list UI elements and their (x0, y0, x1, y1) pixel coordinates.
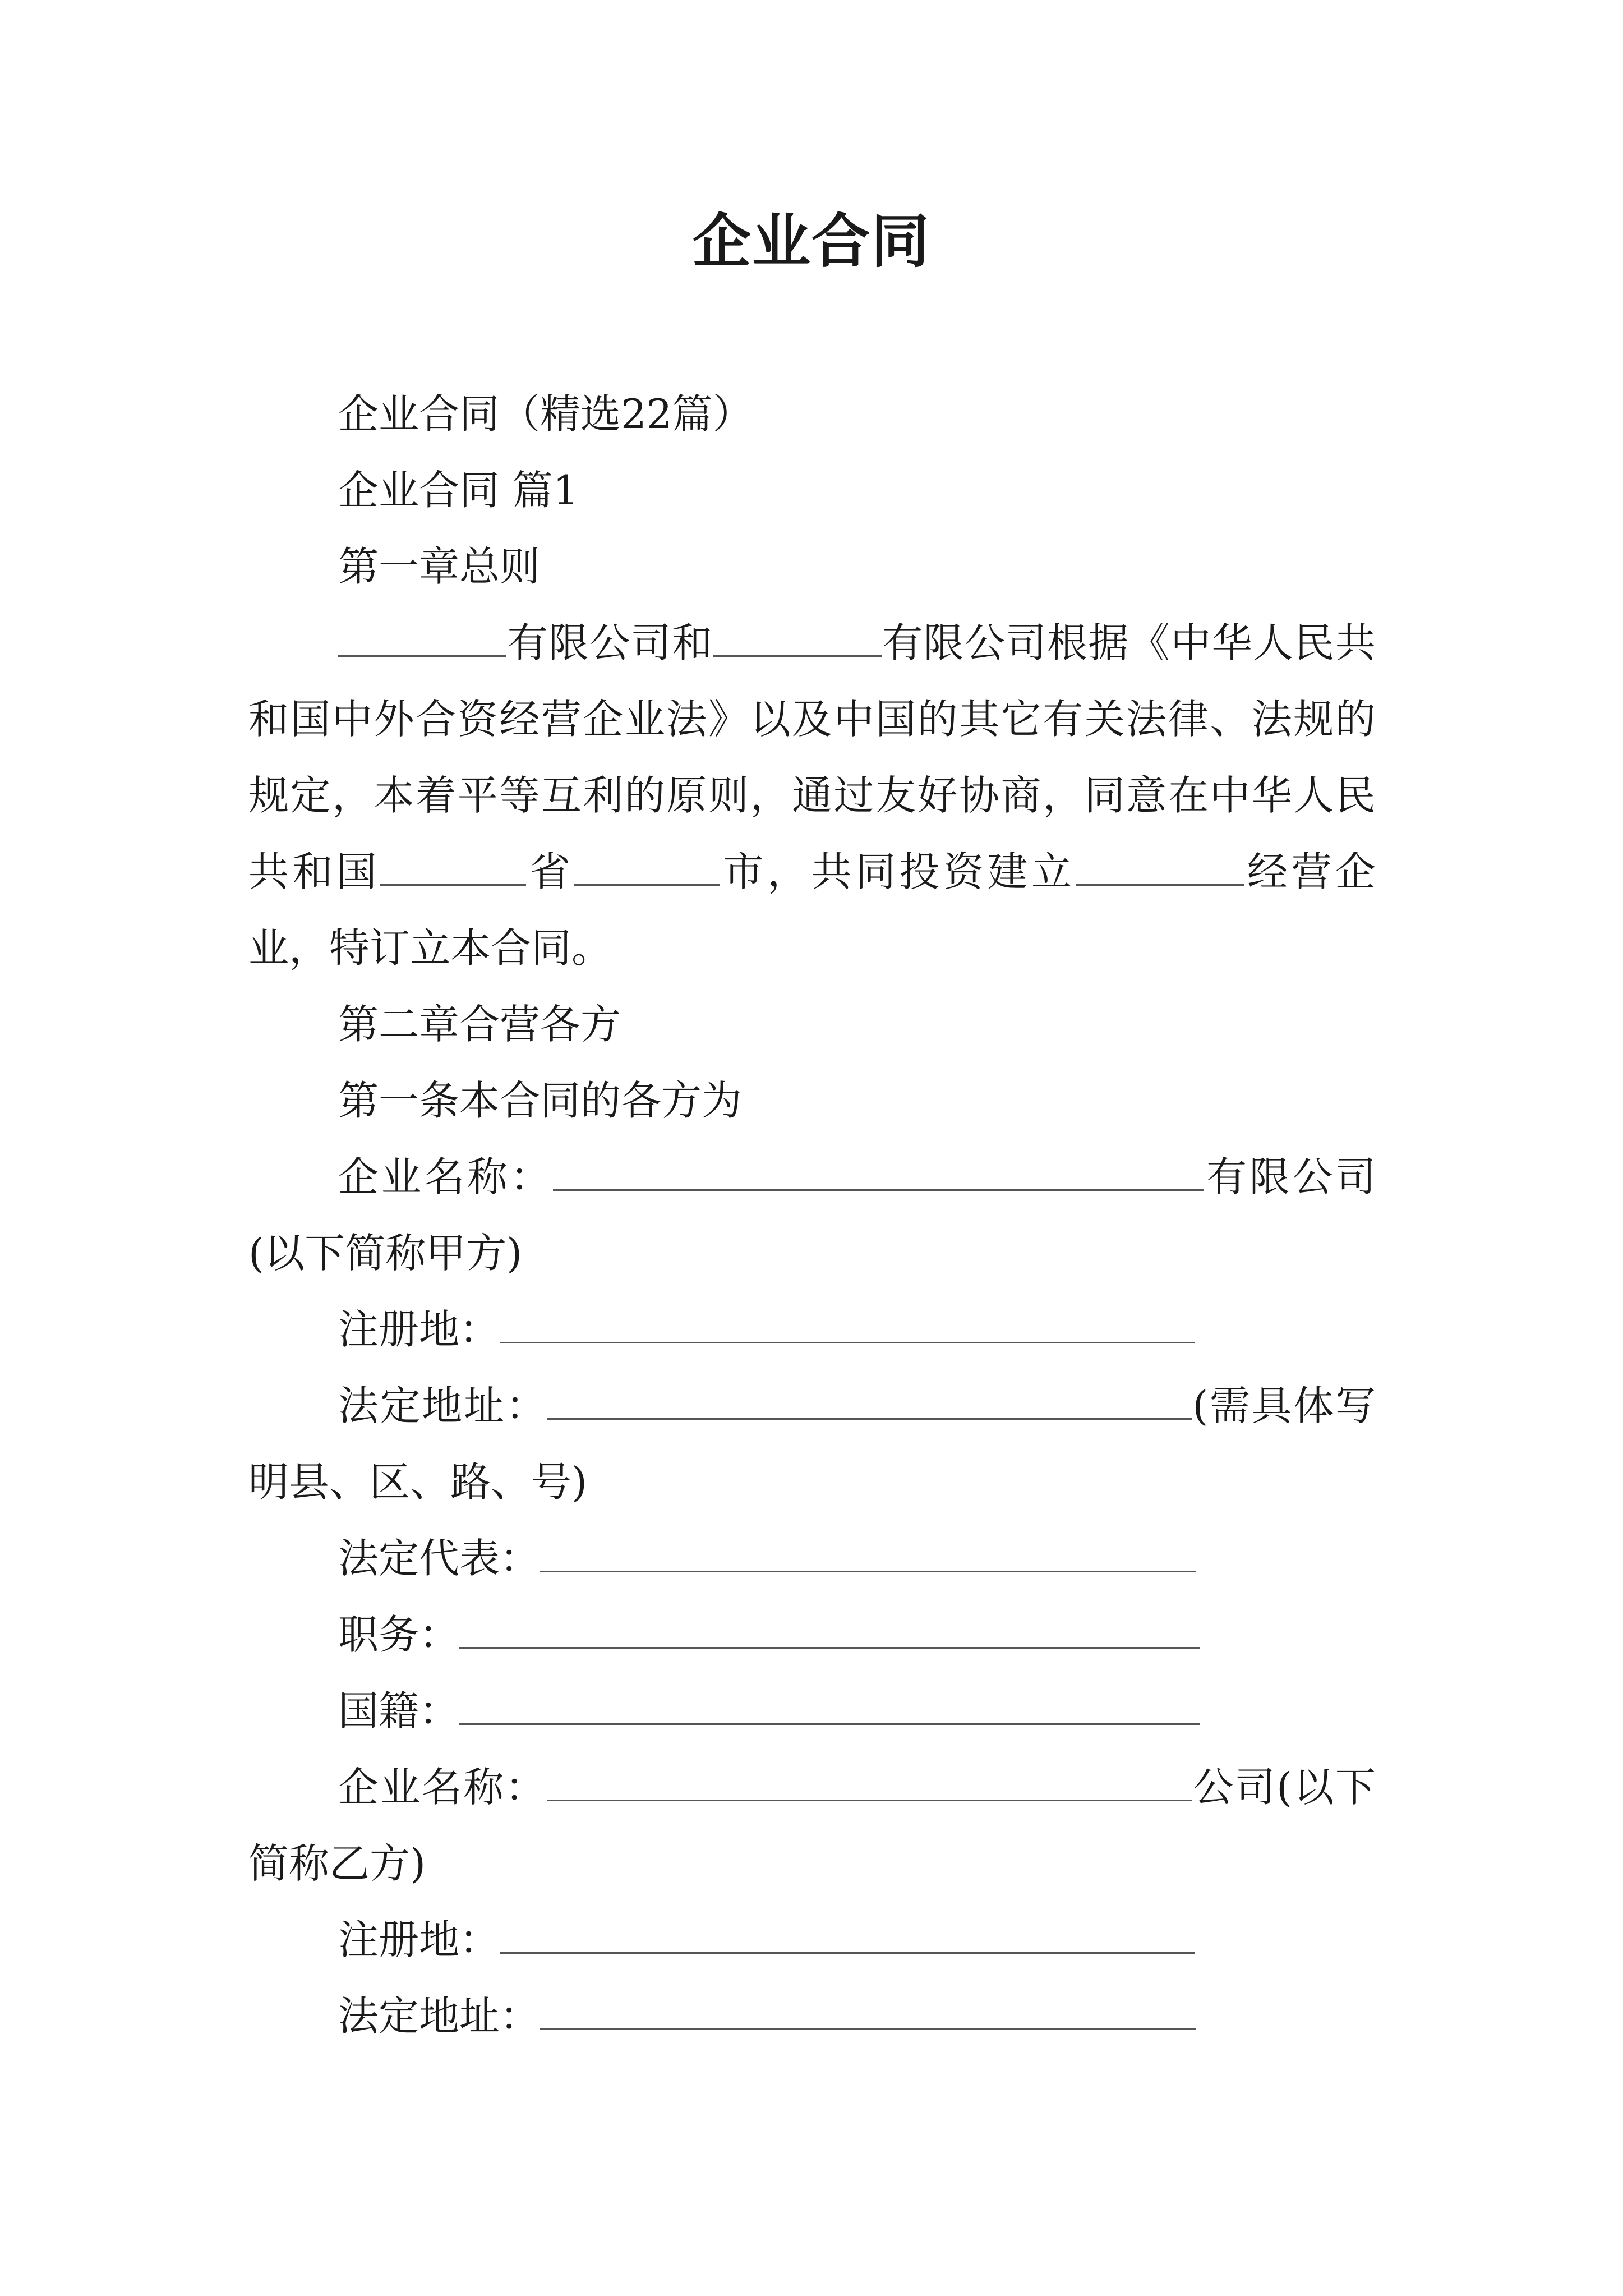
party-a-nationality-label: 国籍： (338, 1687, 460, 1734)
document-body (248, 376, 1376, 2054)
party-a-reg (248, 1291, 1376, 1368)
preamble-paragraph (248, 605, 1376, 986)
blank-city (574, 848, 720, 886)
chapter-2-heading: 第二章合营各方 (338, 1001, 621, 1048)
subtitle: 企业合同（精选22篇） (338, 390, 753, 438)
blank-party-b-address (540, 1993, 1196, 2030)
party-a-company-label: 企业名称： (338, 1153, 554, 1200)
blank-party-a-nationality (459, 1687, 1200, 1725)
party-a-rep-label: 法定代表： (338, 1535, 541, 1582)
blank-party-a-reg (500, 1306, 1195, 1343)
party-a-position (248, 1596, 1376, 1673)
party-b-company-suffix: 公司(以下简称乙方) (248, 1764, 1376, 1887)
party-a-nationality (248, 1673, 1376, 1749)
blank-company-2 (713, 619, 882, 657)
blank-company-1 (338, 619, 506, 657)
preamble-seg2: 有限公司根据《中华人民共和国中外合资经营企业法》以及中国的其它有关法律、法规的规定，本着平等互利的原则，通过友好协商，同意在中华人民共和国 (248, 619, 1376, 895)
party-a-reg-label: 注册地： (338, 1306, 500, 1353)
preamble-seg5: 经营企业，特订立本合同。 (248, 848, 1376, 972)
party-b-company (248, 1749, 1376, 1902)
part-heading: 企业合同 篇1 (338, 467, 579, 514)
preamble-seg1: 有限公司和 (506, 619, 713, 666)
party-b-reg (248, 1902, 1376, 1978)
party-a-company (248, 1139, 1376, 1291)
party-a-address-note: (需具体写明县、区、路、号) (248, 1382, 1376, 1506)
party-a-address-label: 法定地址： (338, 1382, 548, 1429)
preamble-seg4: 市，共同投资建立 (720, 848, 1076, 895)
blank-party-a-position (459, 1611, 1200, 1649)
party-b-address-label: 法定地址： (338, 1993, 541, 2040)
party-a-position-label: 职务： (338, 1611, 460, 1658)
party-b-address (248, 1978, 1376, 2054)
blank-party-b-company (547, 1764, 1192, 1801)
party-a-rep (248, 1520, 1376, 1596)
document-title: 企业合同 (692, 207, 930, 275)
party-b-company-label: 企业名称： (338, 1764, 547, 1811)
party-b-reg-label: 注册地： (338, 1916, 500, 1963)
chapter-1-heading: 第一章总则 (338, 543, 541, 590)
party-a-company-suffix: 有限公司(以下简称甲方) (248, 1153, 1376, 1277)
blank-party-a-company (553, 1153, 1204, 1191)
preamble-seg3: 省 (526, 848, 574, 895)
article-1: 第一条本合同的各方为 (338, 1077, 743, 1124)
party-a-address (248, 1368, 1376, 1520)
blank-party-b-reg (500, 1916, 1195, 1954)
blank-party-a-address (547, 1382, 1192, 1420)
blank-party-a-rep (540, 1535, 1196, 1572)
blank-province (380, 848, 526, 886)
blank-enterprise (1076, 848, 1244, 886)
